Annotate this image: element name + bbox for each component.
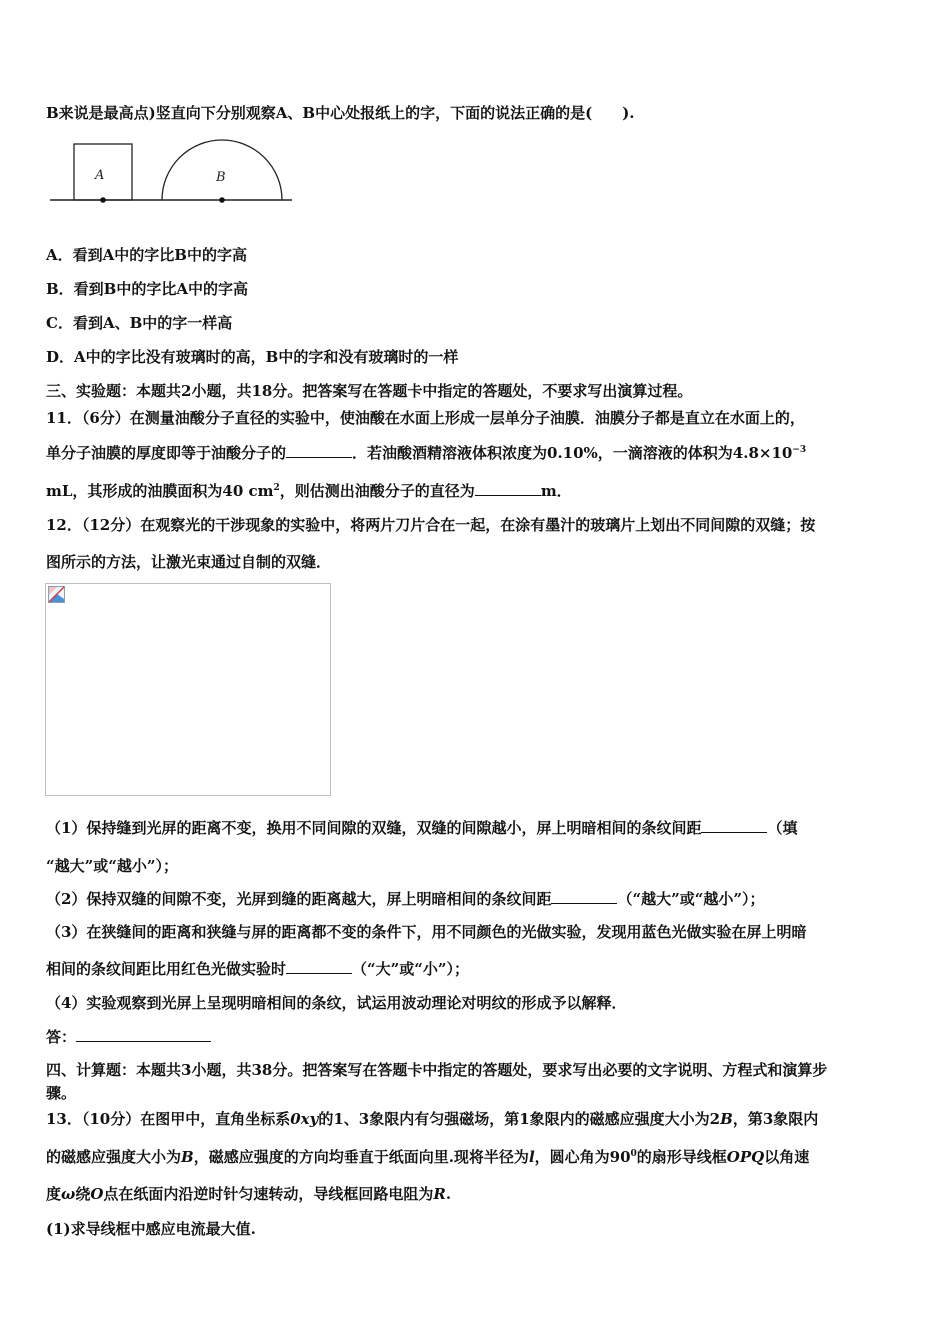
q13-var-0xy: 0xy	[290, 1110, 319, 1128]
q13-line3	[46, 1184, 451, 1204]
q13-l1-c: ，第3象限内	[732, 1110, 819, 1128]
center-dot-a	[100, 197, 106, 203]
q13-degree-sup: 0	[630, 1149, 637, 1159]
figure-glass-blocks	[48, 136, 294, 208]
q11-line3-a: mL，其形成的油膜面积为40 cm	[46, 482, 274, 500]
option-c: C．看到A、B中的字一样高	[46, 314, 233, 332]
q12-part3-cont	[46, 959, 469, 979]
label-a: A	[95, 168, 105, 183]
q13-l1-a: 13．（10分）在图甲中，直角坐标系	[46, 1110, 291, 1128]
q11-line2-b: ．若油酸酒精溶液体积浓度为0.10%，一滴溶液的体积为4.8×10	[352, 444, 793, 462]
option-d: D．A中的字比没有玻璃时的高，B中的字和没有玻璃时的一样	[46, 348, 459, 366]
q10-intro: B来说是最高点)竖直向下分别观察A、B中心处报纸上的字，下面的说法正确的是( ).	[46, 104, 635, 122]
section4-header: 四、计算题：本题共3小题，共38分。把答案写在答题卡中指定的答题处，要求写出必要的文字说明、方程式和演算步	[46, 1061, 828, 1079]
q13-l3-d: .	[445, 1185, 452, 1203]
q12-part3-c: （“大”或“小”）；	[352, 960, 470, 978]
q13-var-omega: ω	[61, 1185, 76, 1203]
q11-unit-sup: 2	[273, 483, 280, 493]
q11-line3-c: m．	[540, 482, 572, 500]
q13-l2-b: ，磁感应强度的方向均垂直于纸面向里.现将半径为	[193, 1148, 529, 1166]
q13-var-r: R	[433, 1185, 446, 1203]
q12-line2: 图所示的方法，让激光束通过自制的双缝．	[46, 553, 332, 571]
q13-var-opq: OPQ	[726, 1148, 765, 1166]
q13-var-o: O	[90, 1185, 104, 1203]
q13-var-b2: B	[181, 1148, 194, 1166]
q13-l1-b: 的1、3象限内有匀强磁场，第1象限内的磁感应强度大小为2	[318, 1110, 721, 1128]
option-a: A．看到A中的字比B中的字高	[46, 246, 247, 264]
q12-part3-b: 相间的条纹间距比用红色光做实验时	[46, 960, 287, 978]
q13-l2-c: ，圆心角为90	[534, 1148, 631, 1166]
q13-var-l: l	[528, 1148, 535, 1166]
answer-blank[interactable]	[76, 1027, 211, 1042]
q12-part1-cont: “越大”或“越小”）；	[46, 857, 179, 875]
q13-l2-e: 以角速	[764, 1148, 810, 1166]
q11-line1: 11．（6分）在测量油酸分子直径的实验中，使油酸在水面上形成一层单分子油膜．油膜分子都是直立在水面上的，	[46, 409, 805, 427]
q13-line2	[46, 1147, 809, 1167]
broken-image-icon	[48, 586, 65, 603]
section3-header: 三、实验题：本题共2小题，共18分。把答案写在答题卡中指定的答题处，不要求写出演算过程。	[46, 382, 693, 400]
q12-blank-3[interactable]	[286, 959, 352, 974]
q13-l3-c: 点在纸面内沿逆时针匀速转动，导线框回路电阻为	[103, 1185, 434, 1203]
q12-part2-b: （“越大”或“越小”）；	[617, 890, 765, 908]
q13-line1	[46, 1109, 818, 1129]
q13-l3-a: 度	[46, 1185, 62, 1203]
q12-part1	[46, 818, 797, 838]
section4-header-cont: 骤。	[46, 1084, 77, 1102]
q13-l3-b: 绕	[75, 1185, 91, 1203]
center-dot-b	[219, 197, 225, 203]
answer-label: 答：	[46, 1028, 77, 1046]
q11-line2	[46, 443, 806, 463]
q11-blank-2[interactable]	[475, 481, 541, 496]
option-b: B．看到B中的字比A中的字高	[46, 280, 248, 298]
q11-line3	[46, 481, 572, 501]
q12-part2	[46, 889, 764, 909]
label-b: B	[216, 170, 226, 185]
q13-sub1: (1)求导线框中感应电流最大值.	[46, 1220, 256, 1238]
q12-part3: （3）在狭缝间的距离和狭缝与屏的距离都不变的条件下，用不同颜色的光做实验，发现用蓝色光做实验在屏上明暗	[46, 923, 807, 941]
q12-blank-2[interactable]	[551, 889, 617, 904]
q13-l2-d: 的扇形导线框	[636, 1148, 727, 1166]
q13-l2-a: 的磁感应强度大小为	[46, 1148, 182, 1166]
q11-blank-1[interactable]	[286, 443, 352, 458]
q13-var-b1: B	[720, 1110, 733, 1128]
missing-figure-placeholder	[45, 583, 331, 796]
q12-part1-a: （1）保持缝到光屏的距离不变，换用不同间隙的双缝，双缝的间隙越小，屏上明暗相间的条纹间距	[46, 819, 702, 837]
q12-line1: 12．（12分）在观察光的干涉现象的实验中，将两片刀片合在一起，在涂有墨汁的玻璃片上划出不同间隙的双缝；按	[46, 516, 816, 534]
q12-blank-1[interactable]	[701, 818, 767, 833]
q12-answer	[46, 1027, 211, 1047]
q12-part2-a: （2）保持双缝的间隙不变，光屏到缝的距离越大，屏上明暗相间的条纹间距	[46, 890, 552, 908]
q12-part4: （4）实验观察到光屏上呈现明暗相间的条纹，试运用波动理论对明纹的形成予以解释．	[46, 994, 627, 1012]
q11-exponent: −3	[792, 445, 807, 455]
q11-line2-a: 单分子油膜的厚度即等于油酸分子的	[46, 444, 287, 462]
q12-part1-b: （填	[767, 819, 798, 837]
q11-line3-b: ，则估测出油酸分子的直径为	[279, 482, 475, 500]
